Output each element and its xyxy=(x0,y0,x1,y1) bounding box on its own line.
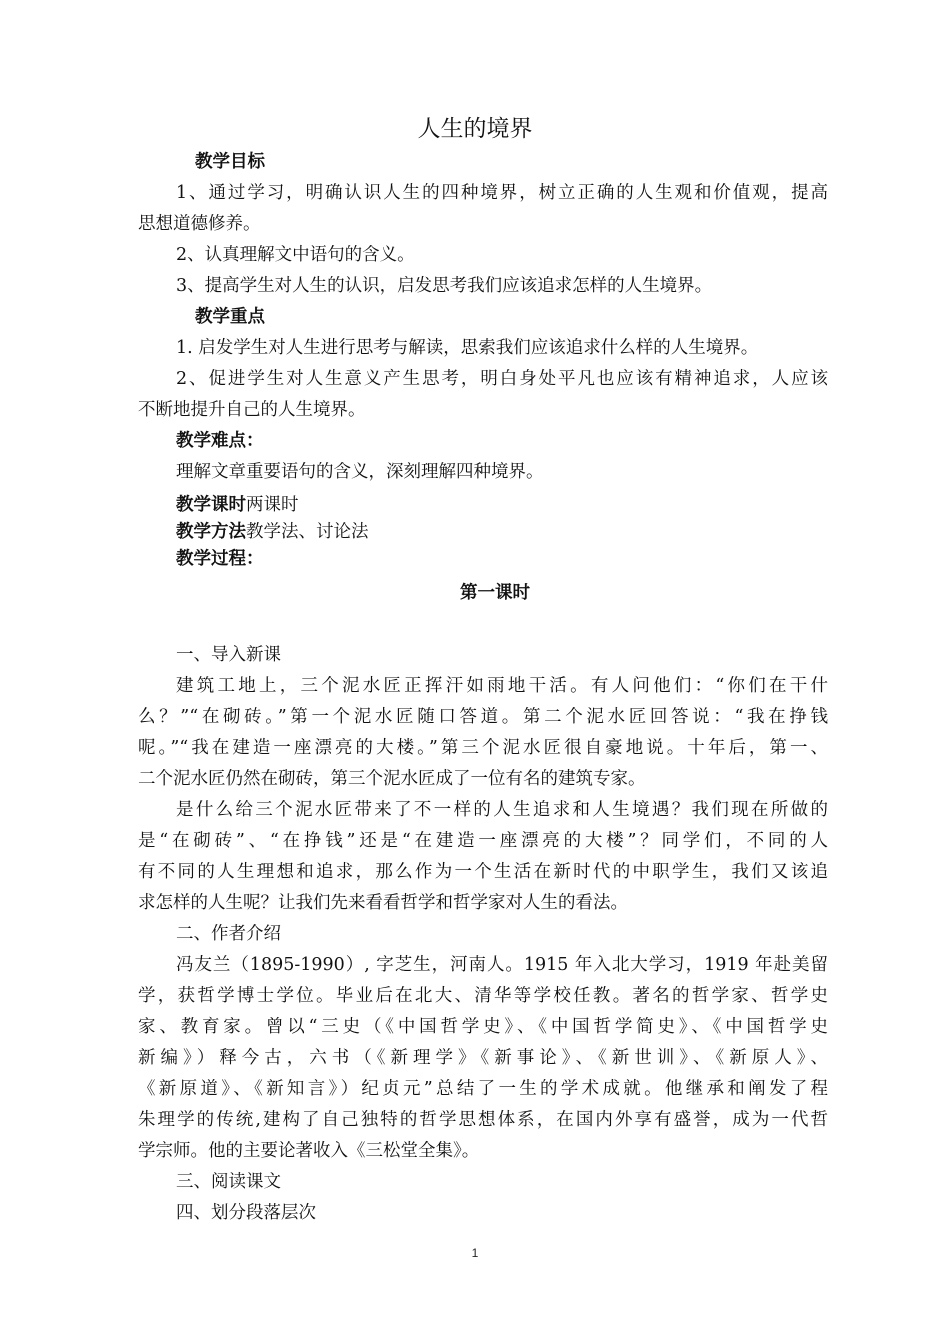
page-number: 1 xyxy=(471,1246,479,1260)
intro-para2-line-3: 有不同的人生理想和追求，那么作为一个生活在新时代的中职学生，我们又该追 xyxy=(138,862,828,882)
author-heading: 二、作者介绍 xyxy=(176,924,281,944)
objective-item-2: 2、认真理解文中语句的含义。 xyxy=(176,245,415,265)
difficulties-text: 理解文章重要语句的含义，深刻理解四种境界。 xyxy=(176,462,544,482)
intro-para1-line-2: 么？”“在砌砖。”第一个泥水匠随口答道。第二个泥水匠回答说：“我在挣钱 xyxy=(138,707,828,727)
author-para-line-5: 《新原道》、《新知言》）纪贞元”总结了一生的学术成就。他继承和阐发了程 xyxy=(138,1079,828,1099)
document-body xyxy=(138,147,828,1229)
intro-para2-line-1: 是什么给三个泥水匠带来了不一样的人生追求和人生境遇？我们现在所做的 xyxy=(176,800,828,820)
intro-para1-line-1: 建筑工地上，三个泥水匠正挥汗如雨地干活。有人问他们：“你们在干什 xyxy=(176,676,828,696)
sections-heading: 四、划分段落层次 xyxy=(176,1203,316,1223)
method-row xyxy=(138,519,828,546)
author-para-line-2: 学，获哲学博士学位。毕业后在北大、清华等学校任教。著名的哲学家、哲学史 xyxy=(138,986,828,1006)
document-title: 人生的境界 xyxy=(417,116,533,142)
class-hours-value: 两课时 xyxy=(246,495,299,515)
difficulties-heading: 教学难点： xyxy=(176,431,264,451)
author-para-line-3: 家、教育家。曾以“三史（《中国哲学史》、《中国哲学简史》、《中国哲学史 xyxy=(138,1017,828,1037)
key-point-item-1: 1. 启发学生对人生进行思考与解读，思索我们应该追求什么样的人生境界。 xyxy=(176,338,759,358)
key-point-item-2-line-2: 不断地提升自己的人生境界。 xyxy=(138,400,366,420)
first-lesson-title: 第一课时 xyxy=(460,583,530,603)
author-para-line-1: 冯友兰（1895-1990）, 字芝生，河南人。1915 年入北大学习，1919 年赴美留 xyxy=(176,955,828,975)
objectives-heading: 教学目标 xyxy=(195,152,265,172)
reading-heading: 三、阅读课文 xyxy=(176,1172,281,1192)
key-point-item-2-line-1: 2、促进学生对人生意义产生思考，明白身处平凡也应该有精神追求，人应该 xyxy=(176,369,828,389)
author-para-line-4: 新编》）释今古，六书（《新理学》《新事论》、《新世训》、《新原人》、 xyxy=(138,1048,828,1068)
intro-heading: 一、导入新课 xyxy=(176,645,281,665)
class-hours-row xyxy=(138,492,828,519)
intro-para2-line-2: 是“在砌砖”、“在挣钱”还是“在建造一座漂亮的大楼”？同学们，不同的人 xyxy=(138,831,828,851)
intro-para2-line-4: 求怎样的人生呢？让我们先来看看哲学和哲学家对人生的看法。 xyxy=(138,893,628,913)
key-points-heading: 教学重点 xyxy=(195,307,265,327)
objective-item-1-line-1: 1、通过学习，明确认识人生的四种境界，树立正确的人生观和价值观，提高 xyxy=(176,183,828,203)
objective-item-3: 3、提高学生对人生的认识，启发思考我们应该追求怎样的人生境界。 xyxy=(176,276,713,296)
class-hours-label: 教学课时 xyxy=(176,495,246,515)
spacer xyxy=(138,609,828,640)
process-heading: 教学过程： xyxy=(176,549,264,569)
intro-para1-line-4: 二个泥水匠仍然在砌砖，第三个泥水匠成了一位有名的建筑专家。 xyxy=(138,769,646,789)
intro-para1-line-3: 呢。”“我在建造一座漂亮的大楼。”第三个泥水匠很自豪地说。十年后，第一、 xyxy=(138,738,828,758)
method-label: 教学方法 xyxy=(176,522,246,542)
objective-item-1-line-2: 思想道德修养。 xyxy=(138,214,261,234)
method-value: 教学法、讨论法 xyxy=(246,522,369,542)
author-para-line-7: 学宗师。他的主要论著收入《三松堂全集》。 xyxy=(138,1141,480,1161)
author-para-line-6: 朱理学的传统,建构了自己独特的哲学思想体系，在国内外享有盛誉，成为一代哲 xyxy=(138,1110,828,1130)
